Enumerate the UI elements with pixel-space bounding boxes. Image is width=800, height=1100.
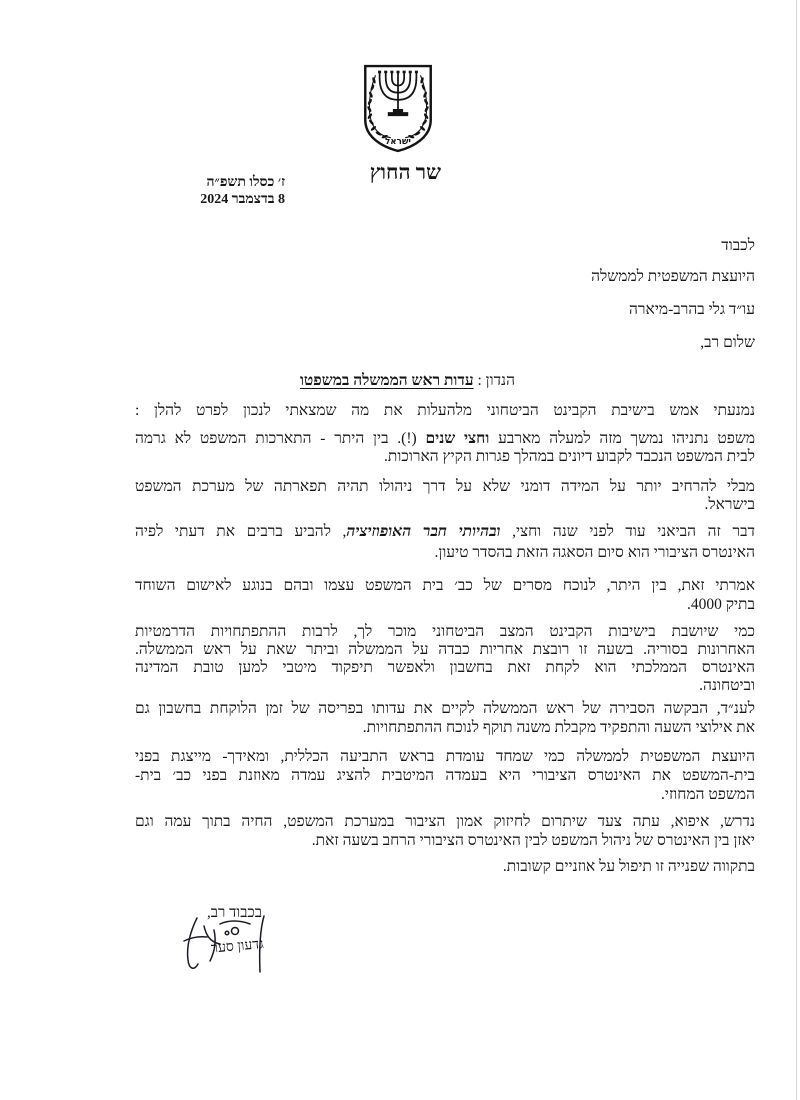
paragraph-text: , להביע ברבים את דעתי לפיה [135,523,347,540]
paragraph-9-line-1: נדרש, איפוא, עתה צעד שיתרום לחיזוק אמון הציבור במערכת המשפט, החיה בתוך עמה וגם [135,813,755,830]
paragraph-5-line-1: אמרתי זאת, בין היתר, לנוכח מסרים של כב׳ בית המשפט עצמו ובהם בנוגע לאישום השוחד [135,577,755,594]
paragraph-8-line-2: בית-המשפט את האינטרס הציבורי היא בעמדה המיטבית להציג עמדה מאוזנת בפני כב׳ בית- [135,767,755,784]
scan-edge [796,0,797,1100]
paragraph-text: משפט נתניהו נמשך מזה למעלה מארבע [498,430,756,447]
paragraph-text: (!). בין היתר - התארכות המשפט לא גרמה [135,430,417,447]
paragraph-text: דבר זה הביאני עוד לפני שנה וחצי, [512,523,756,540]
paragraph-10-line-1: בתקווה שפנייה זו תיפול על אוזניים קשובות. [502,858,755,875]
paragraph-4-line-2: האינטרס הציבורי הוא סיום הסאגה הזאת בהסדר טיעון. [434,544,755,561]
emblem-lettering: ישראל [385,136,411,147]
paragraph-6-line-3: האינטרס הממלכתי הוא לקחת זאת בחשבון ולאפשר תיפקוד מיטבי למען טובת המדינה [135,659,755,676]
paragraph-3-line-1: מבלי להרחיב יותר על המידה דומני שלא על דרך ניהולו תהיה תפארתה של מערכת המשפט [135,478,755,495]
paragraph-7-line-1: לענ״ד, הבקשה הסבירה של ראש הממשלה לקיים את עדותו בפריסה של זמן הלוקחת בחשבון גם [135,700,755,717]
emphasis-text: ובהיותי חבר האופוזיציה [346,523,501,540]
paragraph-2-line-2: לבית המשפט הנכבד לקבוע דיונים במהלך פגרות הקיץ הארוכות. [384,448,755,465]
office-title: שר החוץ [369,160,441,184]
signer-name: גדעון סער [210,937,265,957]
paragraph-9-line-2: יאזן בין האינטרס של ניהול המשפט לבין האינטרס הציבורי הרחב בשעה זאת. [311,832,755,849]
paragraph-4-line-1 [135,523,755,541]
subject-title: עדות ראש הממשלה במשפטו [299,372,474,389]
paragraph-7-line-2: את אילוצי השעה והתפקיד מקבלת משנה תוקף לנוכח ההתפתחויות. [362,719,755,736]
greeting: שלום רב, [700,334,755,351]
subject-label: הנדון : [477,372,515,389]
paragraph-6-line-2: האחרונות בסוריה. בשעה זו רובצת אחריות כבדה על הממשלה וביתר שאת על ראש הממשלה. [135,641,755,658]
paragraph-2-line-1 [135,430,755,448]
paragraph-6-line-1: כמי שיושבת בישיבות הקבינט המצב הביטחוני מוכר לך, לרבות ההתפתחויות הדרמטיות [135,623,755,640]
paragraph-1-line-1: נמנעתי אמש בישיבת הקבינט הביטחוני מלהעלות את מה שמצאתי לנכון לפרט להלן : [135,402,755,419]
date-hebrew: ז׳ כסלו תשפ״ה [206,175,285,190]
recipient-role: היועצת המשפטית לממשלה [591,268,755,285]
handwritten-signature [180,912,272,976]
recipient-name: עו״ד גלי בהרב-מיארה [629,301,755,318]
recipient-to: לכבוד [721,237,755,254]
date-gregorian: 8 בדצמבר 2024 [200,192,285,207]
paragraph-3-line-2: בישראל. [704,496,755,513]
paragraph-5-line-2: בתיק 4000. [686,596,755,613]
emphasis-text: וחצי שנים [425,430,490,447]
closing-regards: בכבוד רב, [207,905,262,921]
paragraph-6-line-4: וביטחונה. [699,677,755,694]
state-emblem-icon [361,63,435,153]
subject-line [300,372,515,390]
paragraph-8-line-1: היועצת המשפטית לממשלה כמי שמחד עומדת בראש התביעה הכללית, ומאידך- מייצגת בפני [135,748,755,765]
paragraph-8-line-3: המשפט המחוזי. [661,786,755,803]
